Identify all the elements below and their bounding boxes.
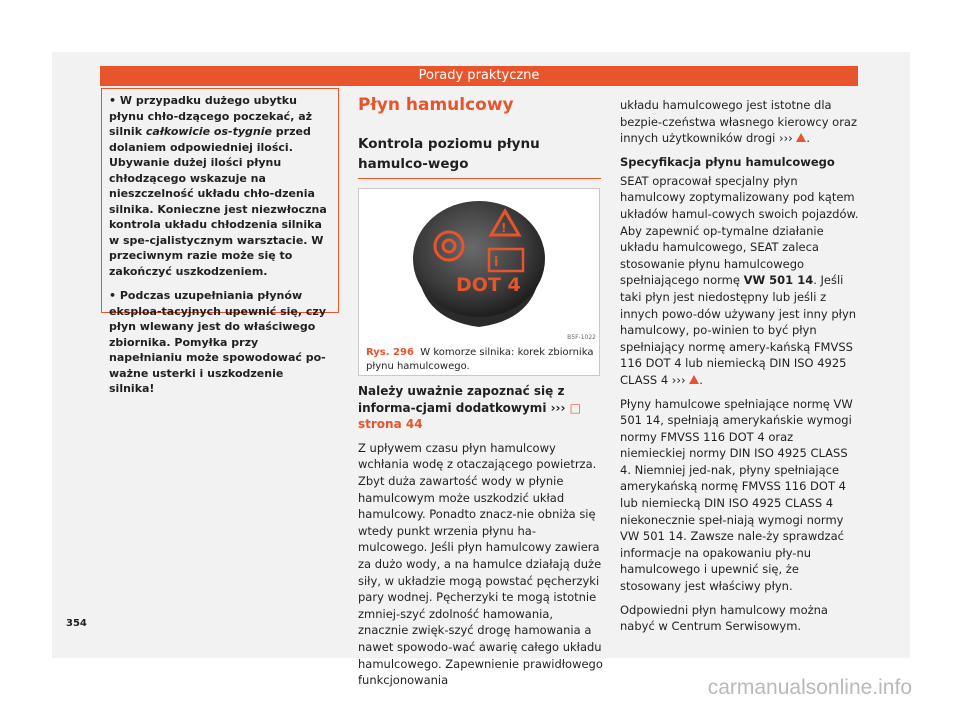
book-icon: □ — [569, 400, 581, 415]
paragraph-water-absorption: Z upływem czasu płyn hamulcowy wchłania wodę z otaczającego powietrza. Zbyt duża zawartość wody w płynie hamulcowym może uszkodzić układ hamulcowy. Ponadto znacz-nie obniża się wtedy punkt wrzenia płynu ha-mulcowego. Jeśli płyn hamulcowy zawiera za dużo wody, a na hamulce działają duże siły, w układzie mogą powstać pęcherzyki pary wodnej. Pęcherzyki te mogą istotnie zmniej-szyć zdolność hamowania, znacznie zwięk-szyć drogę hamowania a nawet spowodo-wać awarię całego układu hamulcowego. Zapewnienie prawidłowego funkcjonowania — [358, 440, 603, 688]
paragraph-standards: Płyny hamulcowe spełniające normę VW 501 14, spełniają amerykańskie wymogi normy FMVSS 116 DOT 4 oraz niemieckiej normy DIN ISO 4925 CLASS 4. Niemniej jed-nak, płyny spełniające amerykańską normę FMVSS 116 DOT 4 lub niemiecką DIN ISO 4925 CLASS 4 niekonecznie speł-niają wymogi normy VW 501 14. Zawsze nale-ży sprawdzać informacje na opakowaniu pły-nu hamulcowego i upewnić się, że stosowany jest właściwy płyn. — [620, 396, 853, 594]
column-3-text — [620, 97, 862, 642]
figure-caption: Rys. 296 W komorze silnika: korek zbiornika płynu hamulcowego. — [366, 347, 594, 372]
section-header — [358, 93, 601, 179]
paragraph-service: Odpowiedni płyn hamulcowy można nabyć w Centrum Serwisowym. — [620, 602, 828, 634]
cap-text: DOT 4 — [456, 274, 521, 296]
brake-fluid-cap-image — [359, 189, 599, 344]
watermark: carmanualsonline.info — [707, 676, 912, 699]
page-number: 354 — [66, 618, 87, 629]
warning-triangle-icon — [689, 375, 699, 384]
figure-code: B5F-1022 — [567, 334, 596, 341]
spec-title: Specyfikacja płynu hamulcowego — [620, 154, 835, 169]
section-title: Płyn hamulcowy — [358, 95, 514, 115]
warning-triangle-icon — [796, 133, 806, 142]
warning-box — [101, 88, 339, 395]
svg-text:!: ! — [501, 221, 507, 235]
column-2-text — [358, 383, 603, 689]
paragraph-safety: układu hamulcowego jest istotne dla bezpie-czeństwa własnego kierowcy oraz innych użytkowników drogi ››› . — [620, 98, 858, 146]
warning-bullet-1: • W przypadku dużego ubytku płynu chło-dzącego poczekać, aż silnik całkowicie os-tygnie przed dolaniem odpowiedniej ilości. Ubywanie dużej ilości płynu chłodzącego wskazuje na nieszczelność układu chło-dzenia silnika. Konieczne jest niezwłoczna kontrola układu chłodzenia silnika w spe-cjalistycznym warsztacie. W przeciwnym razie może się to zakończyć uszkodzeniem. — [109, 94, 327, 278]
paragraph-spec: SEAT opracował specjalny płyn hamulcowy zoptymalizowany pod kątem układów hamul-cowych swoich pojazdów. Aby zapewnić op-tymalne działanie układu hamulcowego, SEAT zaleca stosowanie płynu hamulcowego spełniającego normę VW 501 14. Jeśli taki płyn jest niedostępny lub jeśli z innych powo-dów używany jest inny płyn hamulcowy, po-winien to być płyn spełniający normę amery-kańską FMVSS 116 DOT 4 lub niemiecką DIN ISO 4925 CLASS 4 ››› . — [620, 173, 859, 387]
svg-text:i: i — [494, 255, 499, 270]
section-subtitle: Kontrola poziomu płynu hamulco-wego — [358, 134, 601, 179]
figure-label: Rys. 296 — [366, 347, 414, 358]
page-header: Porady praktyczne — [100, 66, 858, 86]
page-reference-link[interactable]: strona 44 — [358, 417, 423, 432]
figure — [358, 188, 600, 376]
reference-lead: Należy uważnie zapoznać się z informa-cjami dodatkowymi ››› □ strona 44 — [358, 384, 581, 432]
warning-bullet-2: • Podczas uzupełniania płynów eksploa-tacyjnych upewnić się, czy płyn wlewany jest do właściwego zbiornika. Pomyłka przy napełnianiu może spowodować po-ważne usterki i uszkodzenie silnika! — [109, 289, 326, 395]
